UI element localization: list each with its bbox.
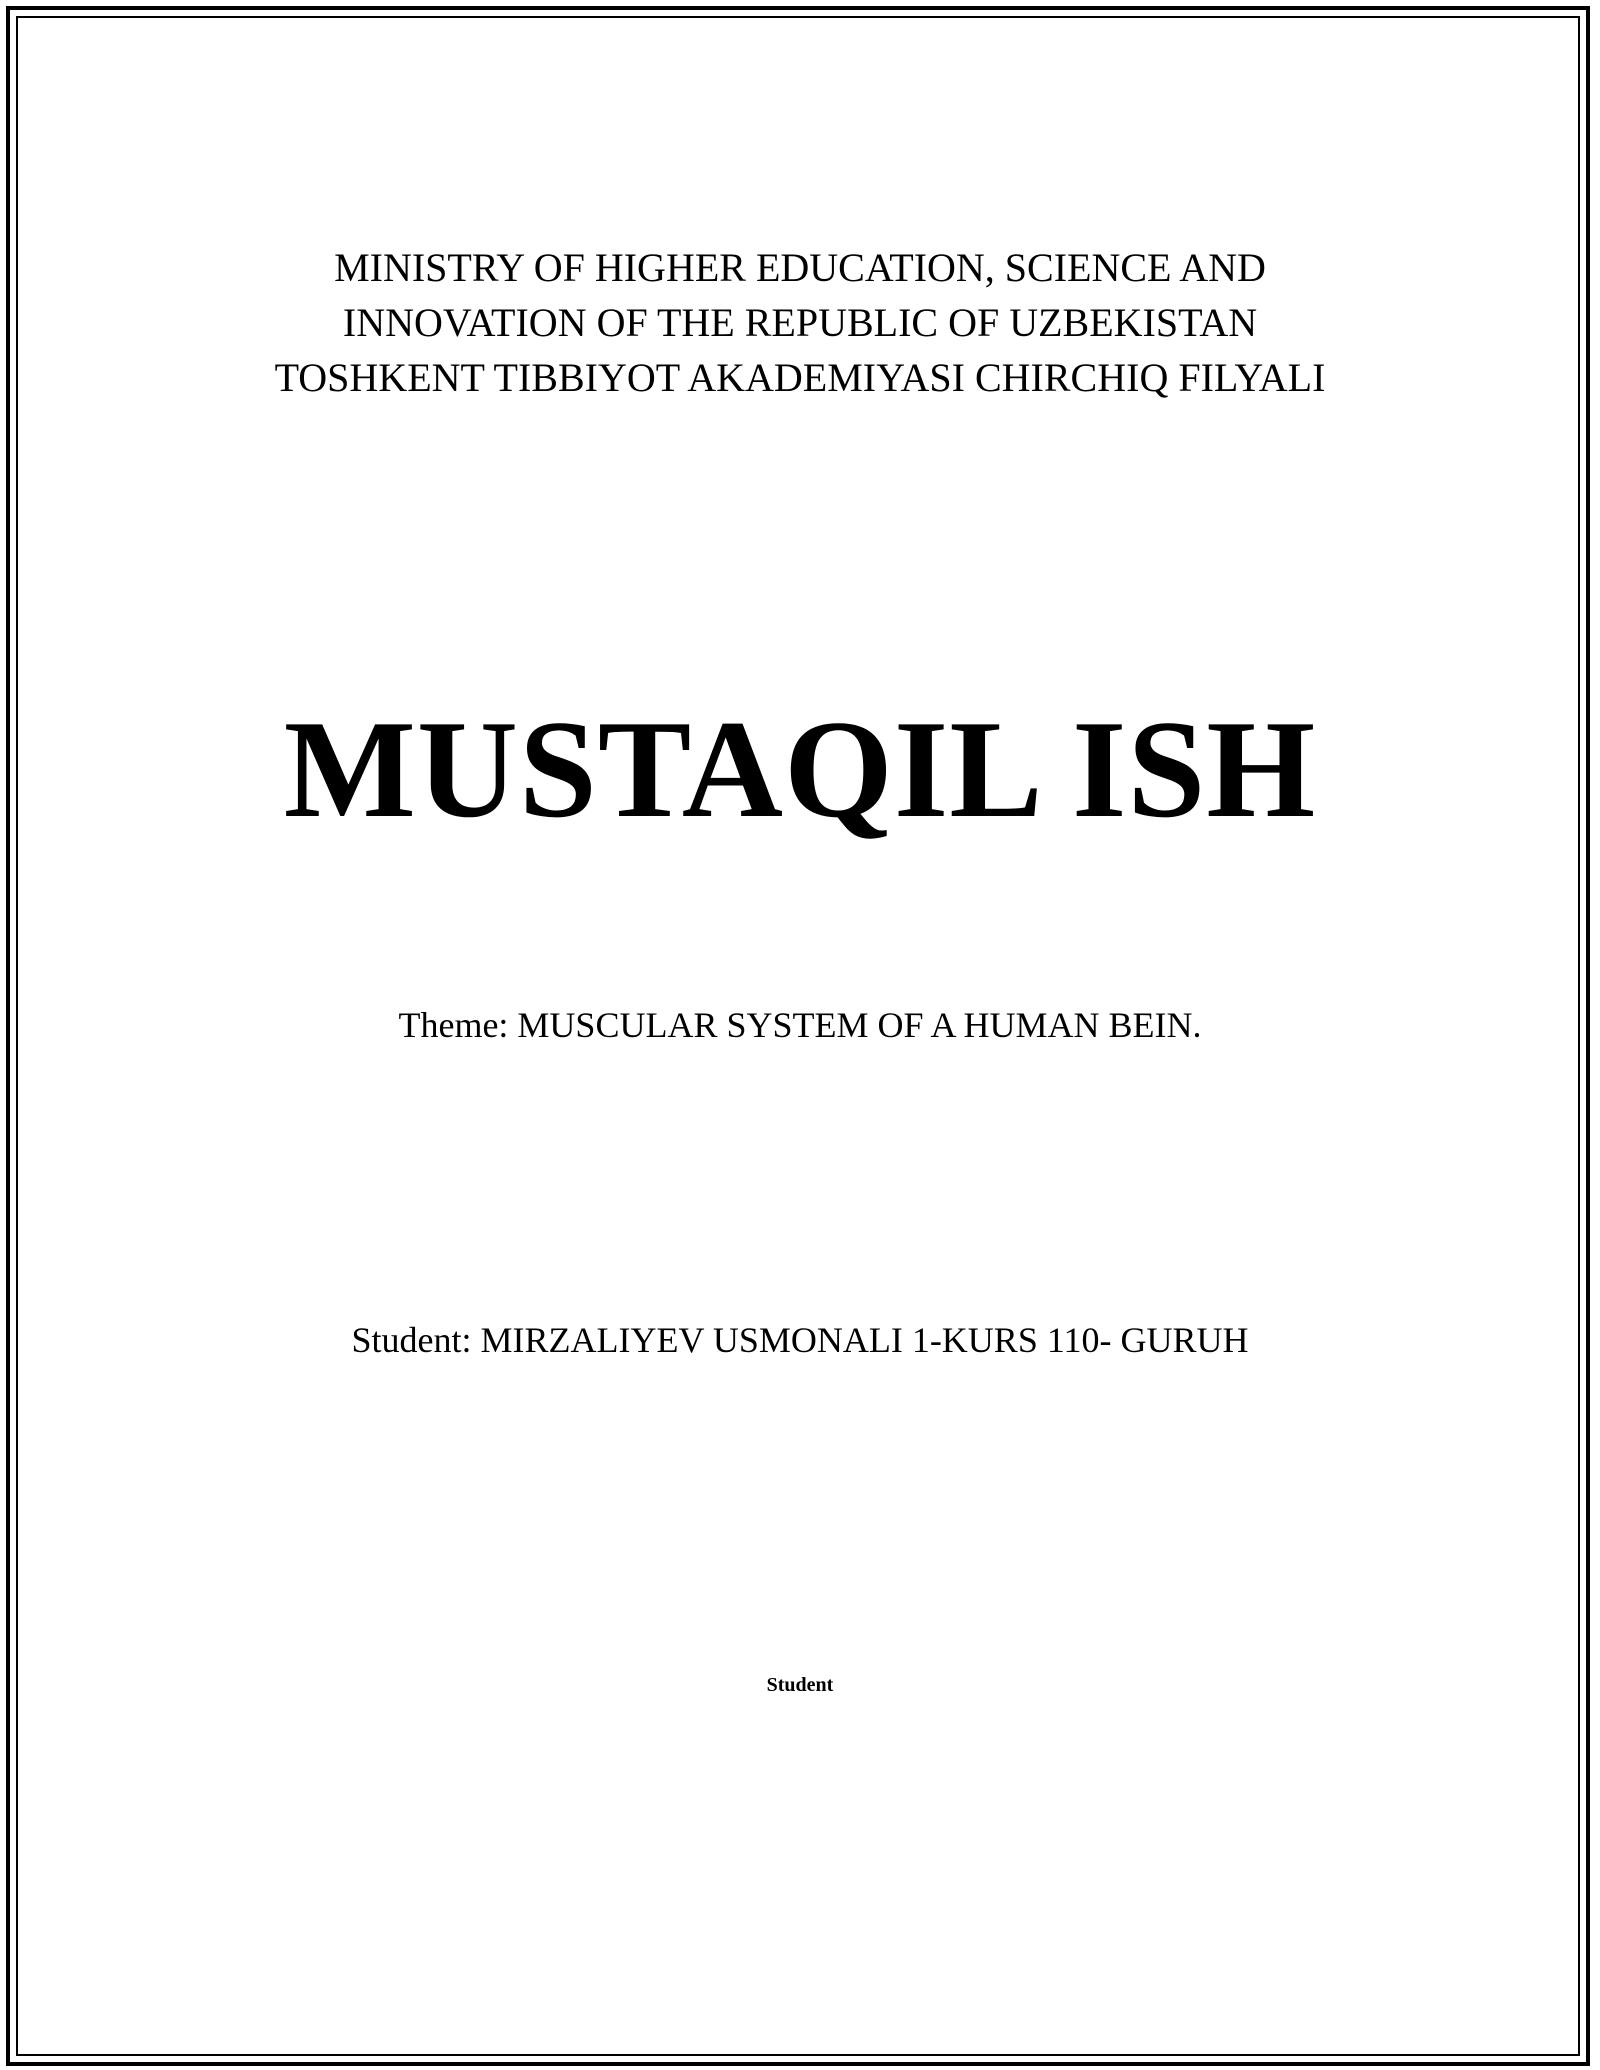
student-info: Student: MIRZALIYEV USMONALI 1-KURS 110- GURUH: [351, 1320, 1249, 1360]
student-label: Student: [766, 1674, 834, 1696]
header-line-academy: TOSHKENT TIBBIYOT AKADEMIYASI CHIRCHIQ FILYALI: [274, 355, 1326, 400]
document-title: MUSTAQIL ISH: [283, 692, 1317, 847]
header-line-republic: INNOVATION OF THE REPUBLIC OF UZBEKISTAN: [342, 300, 1258, 345]
institution-header: [0, 240, 1600, 405]
header-line-ministry: MINISTRY OF HIGHER EDUCATION, SCIENCE AND: [334, 245, 1266, 290]
theme-line: Theme: MUSCULAR SYSTEM OF A HUMAN BEIN.: [398, 1005, 1202, 1045]
